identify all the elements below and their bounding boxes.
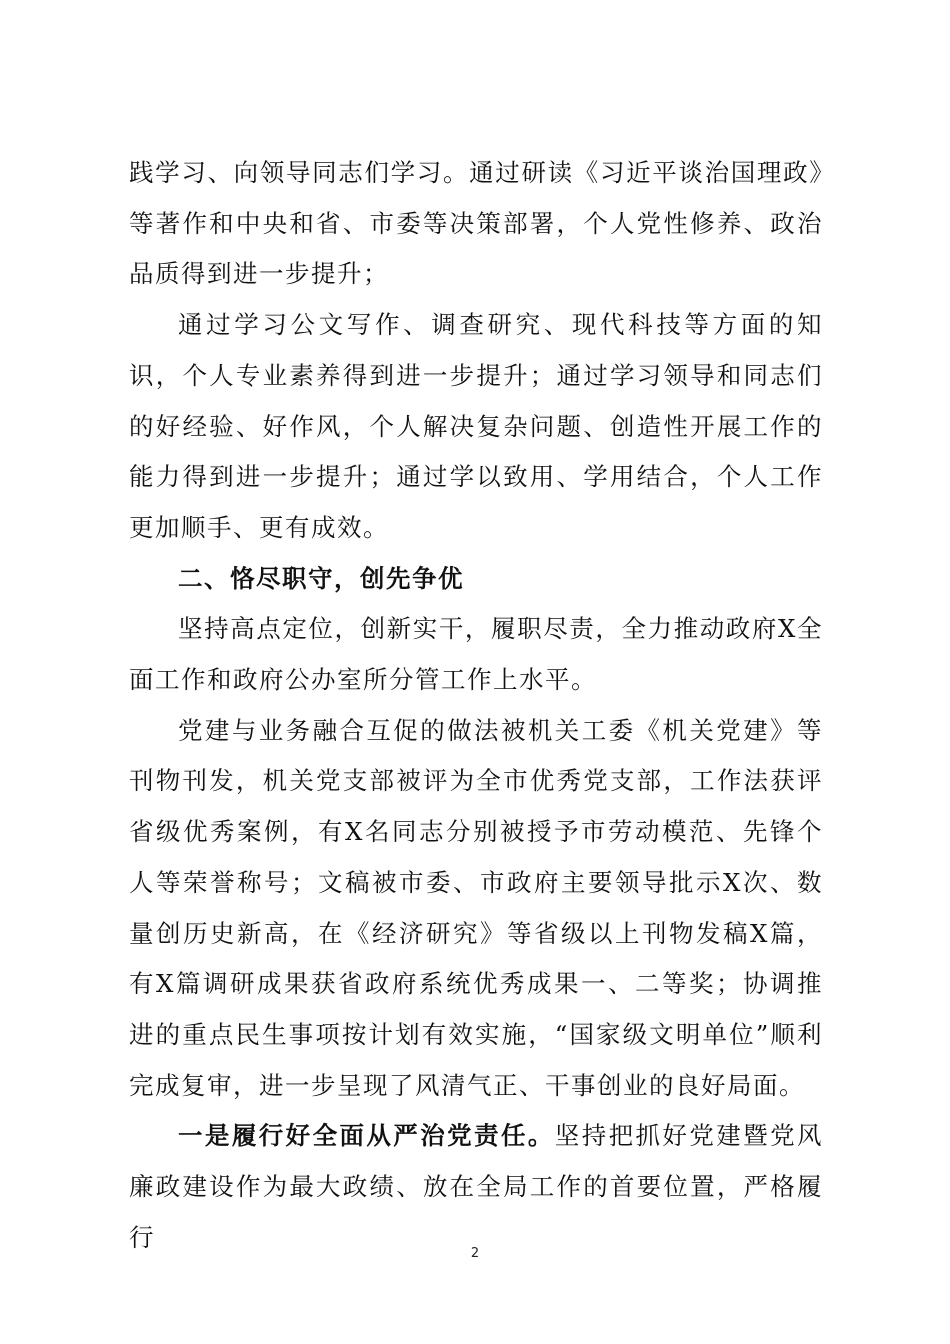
page-number: 2: [470, 1246, 480, 1261]
document-body: [129, 148, 823, 1263]
paragraph-positioning: 坚持高点定位，创新实干，履职尽责，全力推动政府X全面工作和政府公办室所分管工作上水平。: [129, 614, 823, 695]
paragraph-lead: 一是履行好全面从严治党责任。: [178, 1121, 555, 1151]
paragraph-body: 坚持把抓好党建暨党风廉政建设作为最大政绩、放在全局工作的首要位置，严格履行: [129, 1121, 823, 1252]
section-heading: 二、恪尽职守，创先争优: [178, 563, 464, 593]
paragraph-achievements: 党建与业务融合互促的做法被机关工委《机关党建》等刊物刊发，机关党支部被评为全市优秀党支部，工作法获评省级优秀案例，有X名同志分别被授予市劳动模范、先锋个人等荣誉称号；文稿被市委、市政府主要领导批示X次、数量创历史新高，在《经济研究》等省级以上刊物发稿X篇，有X篇调研成果获省政府系统优秀成果一、二等奖；协调推进的重点民生事项按计划有效实施，“国家级文明单位”顺利完成复审，进一步呈现了风清气正、干事创业的良好局面。: [129, 715, 823, 1100]
paragraph-party-responsibility: [129, 1111, 823, 1263]
paragraph-continued: 践学习、向领导同志们学习。通过研读《习近平谈治国理政》等著作和中央和省、市委等决策部署，个人党性修养、政治品质得到进一步提升；: [129, 158, 823, 289]
paragraph-learning: 通过学习公文写作、调查研究、现代科技等方面的知识，个人专业素养得到进一步提升；通过学习领导和同志们的好经验、好作风，个人解决复杂问题、创造性开展工作的能力得到进一步提升；通过学以致用、学用结合，个人工作更加顺手、更有成效。: [129, 310, 823, 542]
